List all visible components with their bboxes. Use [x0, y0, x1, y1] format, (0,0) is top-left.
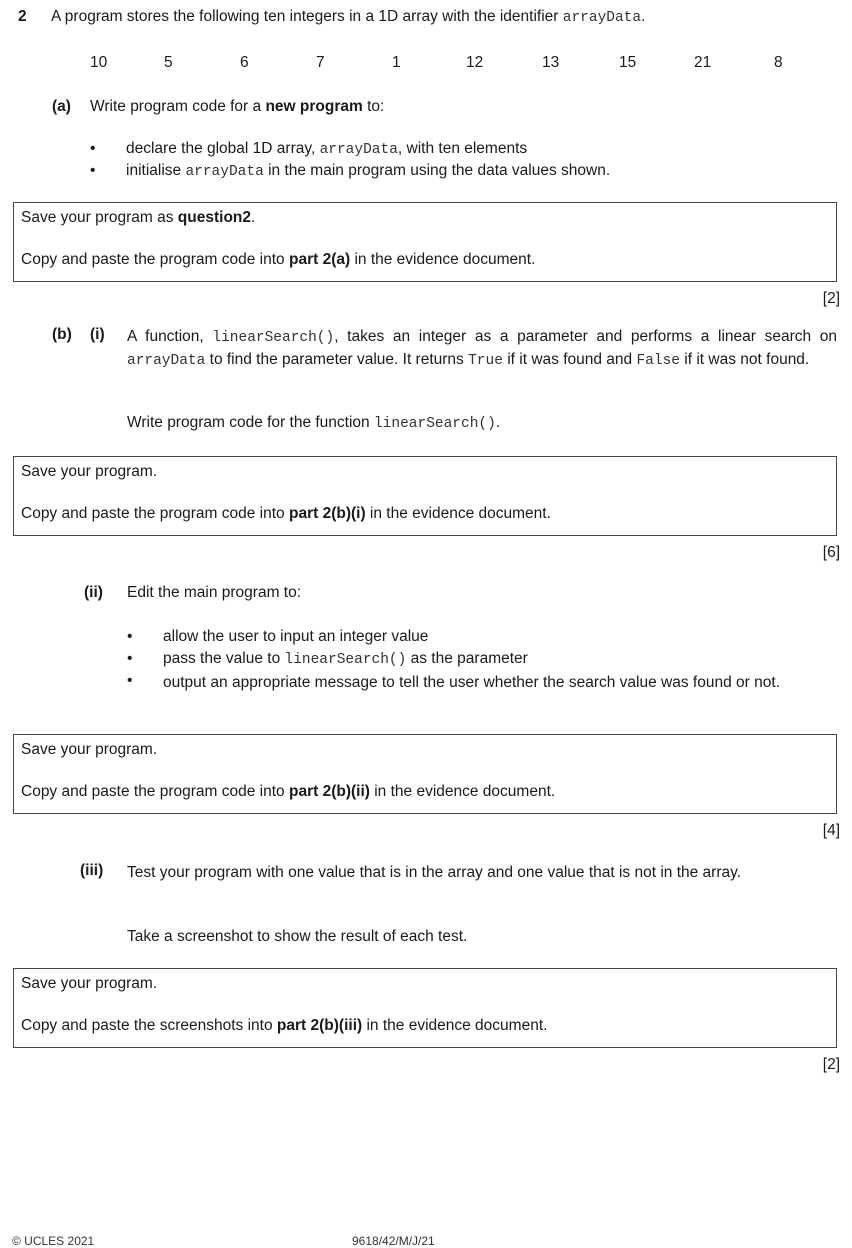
- question-intro: [51, 8, 645, 26]
- bullet-icon: •: [90, 140, 96, 157]
- instruction-box-b-ii: [13, 734, 837, 814]
- copy-instruction: [21, 505, 551, 523]
- bullet-text: pass the value to: [163, 650, 285, 667]
- copy-part-ref: part 2(b)(ii): [288, 783, 370, 800]
- part-b-i-label: (i): [90, 326, 105, 343]
- part-b-i-description: [127, 326, 837, 372]
- task-suffix: .: [495, 414, 501, 431]
- bullet-text-suffix: as the parameter: [406, 650, 528, 667]
- save-instruction: [21, 209, 255, 227]
- bullet-text: declare the global 1D array,: [126, 140, 320, 157]
- copy-part-ref: part 2(b)(i): [288, 505, 366, 522]
- save-instruction: Save your program.: [21, 741, 158, 758]
- part-a-text-bold: new program: [265, 98, 363, 115]
- array-value: 10: [90, 54, 108, 71]
- bullet-code: arrayData: [319, 142, 398, 158]
- instruction-box-b-iii: [13, 968, 837, 1048]
- array-value: 15: [619, 54, 637, 71]
- array-value: 1: [392, 54, 401, 71]
- footer-copyright: © UCLES 2021: [12, 1234, 95, 1248]
- save-filename: question2: [177, 209, 251, 226]
- save-instruction: Save your program.: [21, 975, 158, 992]
- array-value: 6: [240, 54, 249, 71]
- intro-text: A program stores the following ten integers in a 1D array with the identifier: [51, 8, 563, 25]
- copy-text: Copy and paste the screenshots into: [21, 1017, 277, 1034]
- marks-b-iii: [2]: [822, 1056, 840, 1073]
- bullet-icon: •: [127, 672, 133, 689]
- desc-text: A function,: [127, 328, 213, 345]
- array-value: 21: [694, 54, 712, 71]
- copy-text: Copy and paste the program code into: [21, 251, 289, 268]
- desc-code-arraydata: arrayData: [127, 353, 206, 369]
- bullet-code: arrayData: [185, 164, 264, 180]
- part-b-ii-label: (ii): [84, 584, 103, 601]
- copy-suffix: in the evidence document.: [369, 783, 556, 800]
- part-b-label: (b): [52, 326, 72, 343]
- marks-b-i: [6]: [822, 544, 840, 561]
- part-b-iii-label: (iii): [80, 862, 104, 879]
- bullet-text: output an appropriate message to tell the user whether the search value was found or not.: [163, 674, 780, 691]
- task-text: Write program code for the function: [127, 414, 374, 431]
- copy-instruction: [21, 783, 555, 801]
- save-instruction: Save your program.: [21, 463, 158, 480]
- copy-suffix: in the evidence document.: [350, 251, 536, 268]
- copy-text: Copy and paste the program code into: [21, 783, 289, 800]
- desc-text: if it was not found.: [680, 351, 810, 368]
- bullet-icon: •: [127, 628, 133, 645]
- footer-paper-code: 9618/42/M/J/21: [352, 1234, 435, 1248]
- part-b-ii-intro: Edit the main program to:: [127, 584, 302, 601]
- desc-code-true: True: [468, 353, 503, 369]
- part-b-i-task: [127, 414, 500, 432]
- copy-instruction: [21, 251, 535, 269]
- desc-text: if it was found and: [502, 351, 637, 368]
- question-number: 2: [18, 8, 27, 25]
- desc-code-linearsearch: linearSearch(): [212, 330, 335, 346]
- bullet-text-suffix: , with ten elements: [397, 140, 528, 157]
- array-value: 7: [316, 54, 325, 71]
- part-a-label: (a): [52, 98, 71, 115]
- save-text: Save your program as: [21, 209, 178, 226]
- array-value: 8: [774, 54, 783, 71]
- desc-code-false: False: [636, 353, 680, 369]
- part-a-text: [90, 98, 384, 116]
- bullet-text: initialise: [126, 162, 186, 179]
- copy-text: Copy and paste the program code into: [21, 505, 289, 522]
- copy-suffix: in the evidence document.: [365, 505, 551, 522]
- save-suffix: .: [251, 209, 256, 226]
- bullet-text: allow the user to input an integer value: [163, 628, 429, 645]
- array-value: 5: [164, 54, 173, 71]
- marks-a: [2]: [822, 290, 840, 307]
- bullet-icon: •: [90, 162, 96, 179]
- part-a-text-prefix: Write program code for a: [90, 98, 266, 115]
- instruction-box-a: [13, 202, 837, 282]
- instruction-box-b-i: [13, 456, 837, 536]
- task-code-linearsearch: linearSearch(): [373, 416, 496, 432]
- intro-suffix: .: [641, 8, 646, 25]
- copy-instruction: [21, 1017, 547, 1035]
- bullet-code: linearSearch(): [284, 652, 407, 668]
- part-a-text-suffix: to:: [362, 98, 385, 115]
- part-b-iii-task: Take a screenshot to show the result of each test.: [127, 928, 468, 945]
- array-value: 12: [466, 54, 484, 71]
- copy-part-ref: part 2(a): [288, 251, 351, 268]
- desc-text: , takes an integer as a parameter and performs a linear search on: [334, 328, 837, 345]
- bullet-icon: •: [127, 650, 133, 667]
- bullet-text-suffix: in the main program using the data values shown.: [263, 162, 611, 179]
- copy-suffix: in the evidence document.: [362, 1017, 548, 1034]
- part-b-iii-description: Test your program with one value that is in the array and one value that is not in the array.: [127, 864, 742, 881]
- desc-text: to find the parameter value. It returns: [205, 351, 469, 368]
- marks-b-ii: [4]: [822, 822, 840, 839]
- intro-code-arraydata: arrayData: [562, 10, 642, 26]
- copy-part-ref: part 2(b)(iii): [276, 1017, 363, 1034]
- array-value: 13: [542, 54, 560, 71]
